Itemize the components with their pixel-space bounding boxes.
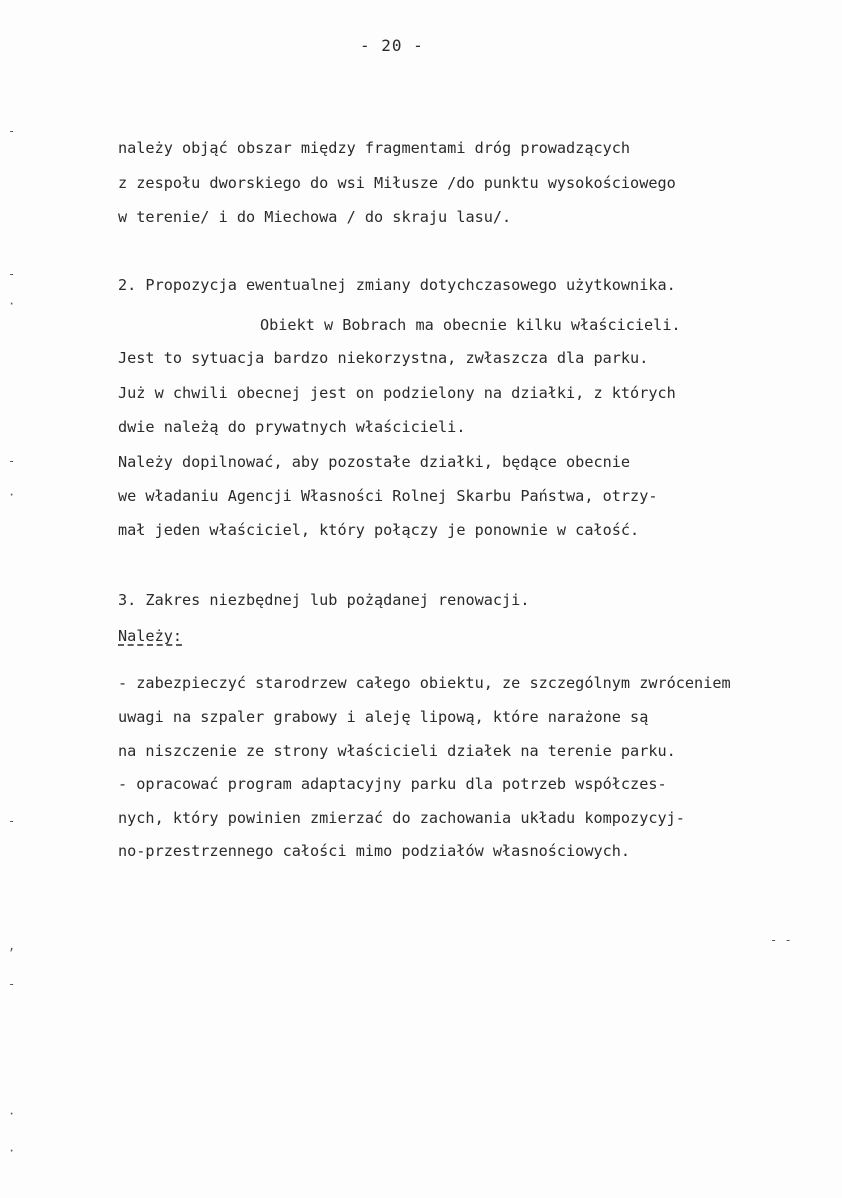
text-line: we władaniu Agencji Własności Rolnej Skarbu Państwa, otrzy- [118, 487, 658, 505]
text-line: no-przestrzennego całości mimo podziałów własnościowych. [118, 842, 631, 860]
scan-mark: , [8, 939, 16, 953]
scan-mark: - [8, 814, 16, 828]
text-line: w terenie/ i do Miechowa / do skraju lasu/. [118, 208, 512, 226]
text-line: Należy dopilnować, aby pozostałe działki, będące obecnie [118, 453, 631, 471]
scan-mark: · [8, 488, 16, 502]
section-heading: 2. Propozycja ewentualnej zmiany dotychczasowego użytkownika. [118, 276, 676, 294]
scan-mark: - [8, 454, 16, 468]
scan-mark: - [8, 977, 16, 991]
text-line: nych, który powinien zmierzać do zachowania układu kompozycyj- [118, 809, 685, 827]
page-number: - 20 - [360, 36, 424, 55]
scan-mark: · [8, 297, 16, 311]
text-line: na niszczenie ze strony właścicieli działek na terenie parku. [118, 742, 676, 760]
list-item: - zabezpieczyć starodrzew całego obiektu, ze szczególnym zwróceniem [118, 674, 731, 692]
list-item: - opracować program adaptacyjny parku dla potrzeb współczes- [118, 775, 667, 793]
text-line: Jest to sytuacja bardzo niekorzystna, zwłaszcza dla parku. [118, 349, 649, 367]
underlined-heading: Należy: [118, 627, 183, 645]
scan-mark: - [8, 267, 16, 281]
scan-mark: · [8, 1107, 16, 1121]
text-line: dwie należą do prywatnych właścicieli. [118, 418, 466, 436]
text-line: mał jeden właściciel, który połączy je ponownie w całość. [118, 521, 640, 539]
scan-mark: - - [770, 933, 792, 947]
section-heading: 3. Zakres niezbędnej lub pożądanej renowacji. [118, 591, 530, 609]
text-line: należy objąć obszar między fragmentami dróg prowadzących [118, 139, 631, 157]
text-line: Już w chwili obecnej jest on podzielony na działki, z których [118, 384, 676, 402]
text-line: uwagi na szpaler grabowy i aleję lipową, które narażone są [118, 708, 649, 726]
scan-mark: · [8, 1144, 16, 1158]
text-line: z zespołu dworskiego do wsi Miłusze /do punktu wysokościowego [118, 174, 676, 192]
text-line: Obiekt w Bobrach ma obecnie kilku właścicieli. [260, 316, 681, 334]
scan-mark: - [8, 124, 16, 138]
